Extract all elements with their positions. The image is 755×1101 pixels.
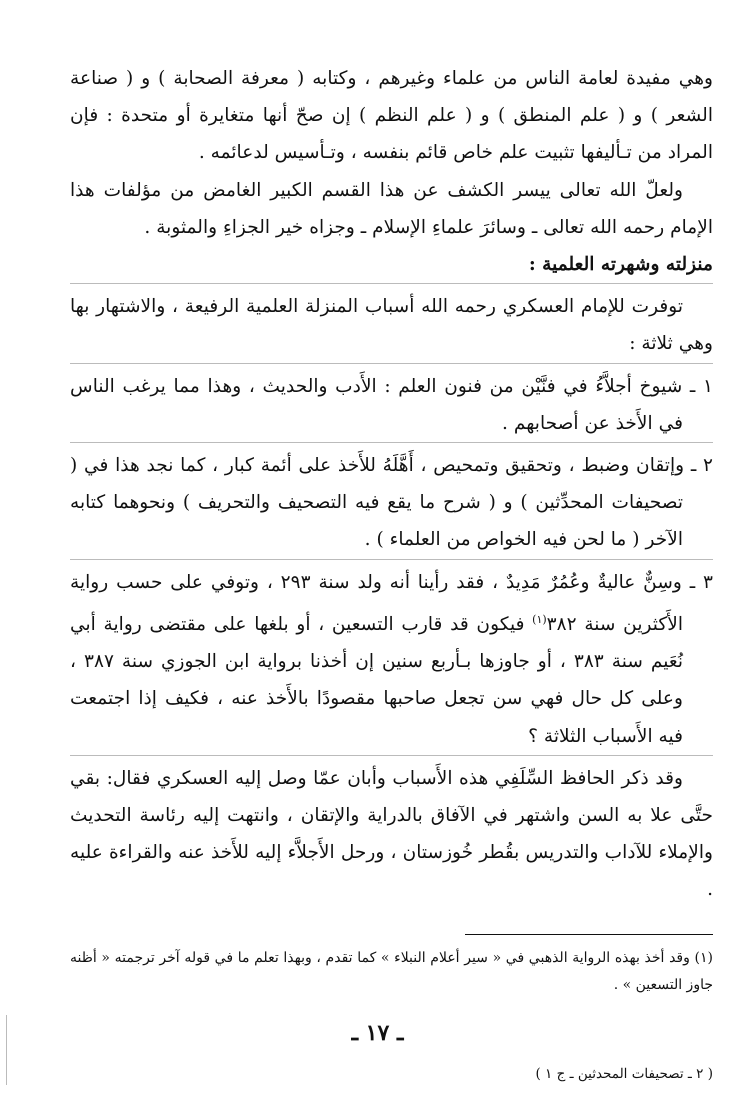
margin-line [6,1015,7,1085]
list-item-3 [70,559,713,755]
footnote-divider [465,934,713,935]
footnote-1: (١) وقد أخذ بهذه الرواية الذهبي في « سير أعلام النبلاء » كما تقدم ، وبهذا تعلم ما في قوله آخر ترجمته « أظنه جاوز التسعين » . [70,950,713,993]
paragraph-silafi: وقد ذكر الحافظ السِّلَفِي هذه الأَسباب وأبان عمّا وصل إليه العسكري فقال: بقي حتَّى علا به السن واشتهر في الآفاق بالدراية والإتقان ، وانتهت إليه رئاسة التحديث والإملاء للآداب والتدريس بقُطر خُوزستان ، ورحل الأَجلاَّء إليه للأَخذ عنه والقراءة عليه . [70,755,713,909]
running-footer: ( ٢ ـ تصحيفات المحدثين ـ ج ١ ) [535,1066,713,1082]
list-item-1: ١ ـ شيوخ أجلاَّءُ في فنَّيْن من فنون العلم : الأَدب والحديث ، وهذا مما يرغب الناس في الأَخذ عن أصحابهم . [70,363,713,442]
footnotes [70,945,713,999]
paragraph-intro: وهي مفيدة لعامة الناس من علماء وغيرهم ، وكتابه ( معرفة الصحابة ) و ( صناعة الشعر ) و ( علم المنطق ) و ( علم النظم ) إن صحّ أنها متغايرة أو متحدة : فإن المراد من تـأليفها تثبيت علم خاص قائم بنفسه ، وتـأسيس لدعائمه . [70,68,713,164]
paragraph-reasons-intro: توفرت للإمام العسكري رحمه الله أسباب المنزلة العلمية الرفيعة ، والاشتهار بها وهي ثلاثة : [70,283,713,362]
main-text [70,60,713,909]
paragraph-prayer: ولعلّ الله تعالى ييسر الكشف عن هذا القسم الكبير الغامض من مؤلفات هذا الإمام رحمه الله تعالى ـ وسائرَ علماءِ الإسلام ـ وجزاه خير الجزاءِ والمثوبة . [70,179,713,238]
page-number: ـ ١٧ ـ [351,1020,404,1046]
list-item-2: ٢ ـ وإتقان وضبط ، وتحقيق وتمحيص ، أَهَّلَهُ للأَخذ على أئمة كبار ، كما نجد هذا في ( تصحيفات المحدِّثين ) و ( شرح ما يقع فيه التصحيف والتحريف ) ونحوهما كتابه الآخر ( ما لحن فيه الخواص من العلماء ) . [70,442,713,559]
section-heading: منزلته وشهرته العلمية : [528,254,713,276]
list-item-3-part-a: ٣ ـ وسِنٌّ عاليةٌ وعُمُرٌ مَدِيدٌ ، فقد رأينا أنه ولد سنة ٢٩٣ ، وتوفي على حسب رواية الأَكثرين سنة ٣٨٢ [70,571,713,636]
footnote-marker: (١) [532,612,547,626]
list-item-3-part-b: فيكون قد قارب التسعين ، أو بلغها على مقتضى رواية أبي نُعَيم سنة ٣٨٣ ، أو جاوزها بـأربع سنين إن أخذنا برواية ابن الجوزي سنة ٣٨٧ ، وعلى كل حال فهي سن تجعل صاحبها مقصودًا بالأَخذ عنه ، فكيف إذا اجتمعت فيه الأَسباب الثلاثة ؟ [70,614,683,747]
